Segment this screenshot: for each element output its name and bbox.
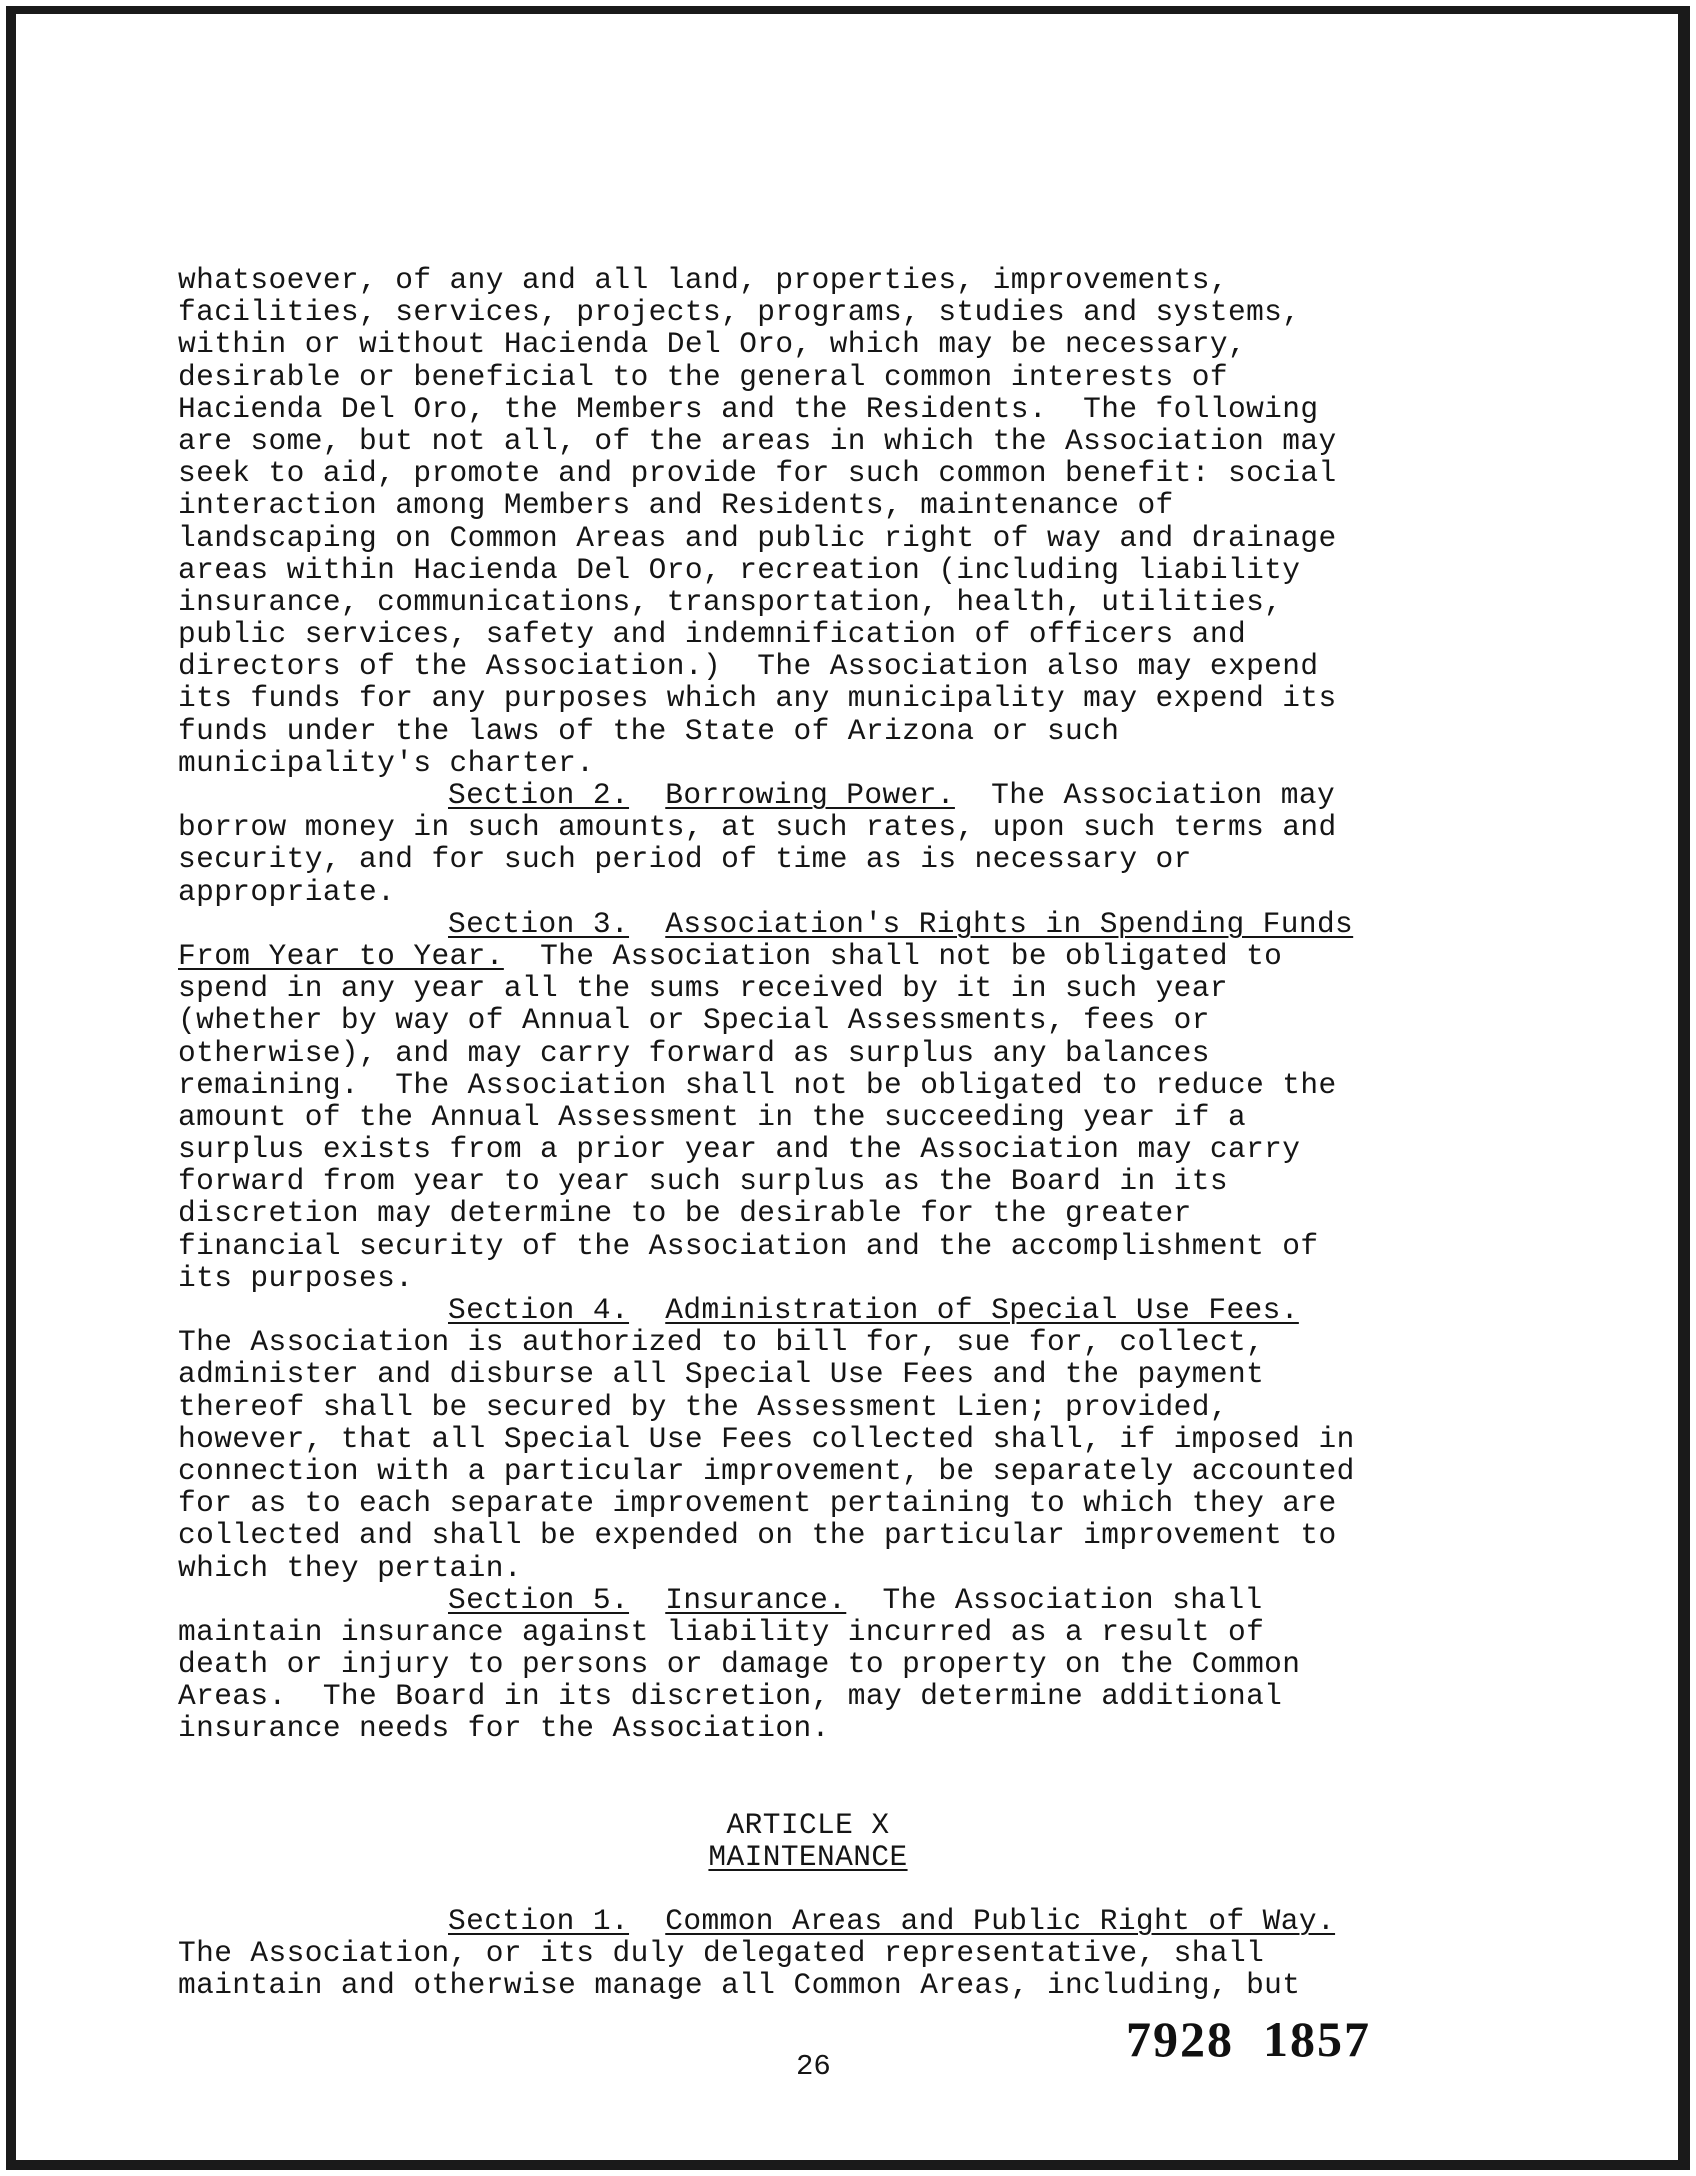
section-number: Section 3.: [448, 906, 630, 941]
text-line: borrow money in such amounts, at such rates, upon such terms and: [178, 810, 1337, 845]
text-line: whatsoever, of any and all land, properties, improvements,: [178, 263, 1228, 297]
section-heading-line: [178, 779, 1478, 811]
text-line: insurance, communications, transportation, health, utilities,: [178, 584, 1283, 619]
section-title: Borrowing Power.: [665, 778, 955, 812]
section-title: Administration of Special Use Fees.: [665, 1293, 1299, 1327]
text-line: financial security of the Association and the accomplishment of: [178, 1228, 1319, 1263]
document-body: [178, 264, 1478, 2002]
section-title: Insurance.: [665, 1582, 847, 1617]
section-number: Section 1.: [448, 1904, 630, 1938]
text-line: directors of the Association.) The Association also may expend: [178, 649, 1319, 684]
text-line: public services, safety and indemnification of officers and: [178, 617, 1247, 652]
section-title-continued: From Year to Year.: [178, 938, 504, 973]
text-fragment: The Association shall not be obligated to: [503, 938, 1283, 973]
text-line: facilities, services, projects, programs, studies and systems,: [178, 295, 1301, 330]
paragraph-intro: [178, 264, 1478, 779]
section-5-insurance: [178, 1584, 1478, 1745]
section-title: Association's Rights in Spending Funds: [665, 906, 1354, 941]
article-heading: [178, 1809, 1478, 1873]
text-line: Hacienda Del Oro, the Members and the Residents. The following: [178, 391, 1319, 426]
text-line: its funds for any purposes which any municipality may expend its: [178, 681, 1337, 716]
text-fragment: The Association shall: [846, 1582, 1263, 1617]
text-line: The Association is authorized to bill for, sue for, collect,: [178, 1325, 1265, 1360]
section-heading-line: [178, 940, 1478, 972]
text-line: are some, but not all, of the areas in which the Association may: [178, 423, 1337, 458]
text-fragment: The Association may: [954, 778, 1336, 812]
document-stamp-number: 7928 1857: [1126, 2011, 1371, 2067]
text-line: discretion may determine to be desirable for the greater: [178, 1196, 1192, 1231]
section-heading-line: [178, 1584, 1478, 1616]
text-line: landscaping on Common Areas and public right of way and drainage: [178, 520, 1337, 555]
article-subtitle: MAINTENANCE: [708, 1839, 908, 1874]
section-title: Common Areas and Public Right of Way.: [665, 1904, 1336, 1938]
text-line: seek to aid, promote and provide for such common benefit: social: [178, 456, 1337, 491]
text-line: forward from year to year such surplus as the Board in its: [178, 1164, 1228, 1199]
text-line: for as to each separate improvement pertaining to which they are: [178, 1486, 1337, 1521]
text-line: amount of the Annual Assessment in the succeeding year if a: [178, 1099, 1247, 1134]
section-number: Section 5.: [448, 1582, 630, 1617]
section-3-spending-funds: [178, 908, 1478, 1294]
text-line: Areas. The Board in its discretion, may determine additional: [178, 1679, 1283, 1714]
text-line: within or without Hacienda Del Oro, which may be necessary,: [178, 327, 1247, 362]
text-line: however, that all Special Use Fees collected shall, if imposed in: [178, 1421, 1355, 1456]
text-line: appropriate.: [178, 874, 396, 909]
text-line: maintain insurance against liability incurred as a result of: [178, 1614, 1265, 1649]
text-line: collected and shall be expended on the particular improvement to: [178, 1518, 1337, 1553]
page-number: 26: [796, 2050, 831, 2083]
text-line: surplus exists from a prior year and the Association may carry: [178, 1132, 1301, 1167]
text-line: funds under the laws of the State of Arizona or such: [178, 713, 1120, 748]
section-heading-line: [178, 1294, 1478, 1326]
spacer: [178, 1873, 1478, 1905]
article-title: ARTICLE X: [726, 1807, 890, 1842]
text-line: maintain and otherwise manage all Common Areas, including, but: [178, 1968, 1301, 2003]
text-line: security, and for such period of time as is necessary or: [178, 842, 1192, 877]
text-line: municipality's charter.: [178, 745, 595, 780]
text-line: The Association, or its duly delegated representative, shall: [178, 1936, 1265, 1971]
text-line: areas within Hacienda Del Oro, recreation (including liability: [178, 552, 1301, 587]
text-line: its purposes.: [178, 1260, 414, 1295]
section-heading-line: [178, 1905, 1478, 1937]
text-line: desirable or beneficial to the general common interests of: [178, 359, 1228, 394]
article-subtitle-line: [178, 1841, 1438, 1873]
text-line: administer and disburse all Special Use Fees and the payment: [178, 1357, 1265, 1392]
text-line: spend in any year all the sums received by it in such year: [178, 971, 1228, 1006]
text-line: interaction among Members and Residents, maintenance of: [178, 488, 1174, 523]
section-number: Section 4.: [448, 1293, 630, 1327]
section-2-borrowing-power: [178, 779, 1478, 908]
text-line: which they pertain.: [178, 1550, 522, 1585]
spacer: [178, 1777, 1478, 1809]
text-line: connection with a particular improvement, be separately accounted: [178, 1453, 1355, 1488]
text-line: remaining. The Association shall not be obligated to reduce the: [178, 1067, 1337, 1102]
text-line: insurance needs for the Association.: [178, 1711, 830, 1746]
spacer: [178, 1745, 1478, 1777]
section-heading-line: [178, 908, 1478, 940]
text-line: (whether by way of Annual or Special Assessments, fees or: [178, 1003, 1210, 1038]
article-section-1-common-areas: [178, 1905, 1478, 2002]
text-line: otherwise), and may carry forward as surplus any balances: [178, 1035, 1210, 1070]
text-line: thereof shall be secured by the Assessment Lien; provided,: [178, 1389, 1228, 1424]
section-4-special-use-fees: [178, 1294, 1478, 1584]
text-line: death or injury to persons or damage to property on the Common: [178, 1647, 1301, 1682]
section-number: Section 2.: [448, 778, 630, 812]
